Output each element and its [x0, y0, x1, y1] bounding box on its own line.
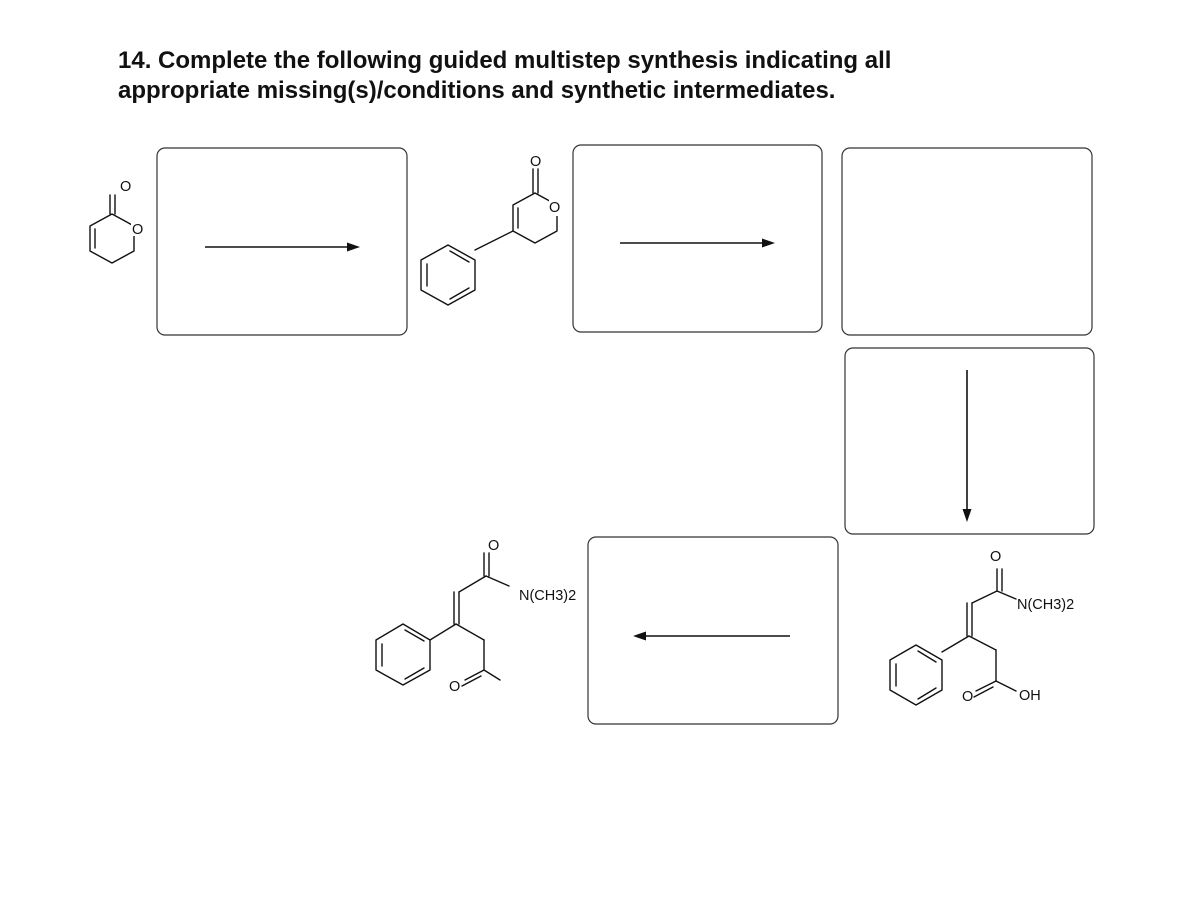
phenyl-lactone-ketone-oxygen-label: O: [530, 154, 542, 170]
starting-ring-oxygen-label: O: [120, 179, 132, 195]
ketone-oxygen-label: O: [449, 679, 461, 695]
dimethylamino-label: N(CH3)2: [1017, 597, 1075, 613]
keto-amide-amide-oxygen-label: O: [488, 538, 500, 554]
reaction-box-1[interactable]: [157, 148, 407, 335]
reaction-box-2[interactable]: [573, 145, 822, 332]
phenyl-lactone-ring-oxygen-label: O: [549, 200, 561, 216]
arrow-right-icon: [347, 243, 360, 252]
reaction-box-4[interactable]: [588, 537, 838, 724]
question-line-2: appropriate missing(s)/conditions and synthetic intermediates.: [118, 77, 836, 104]
hydroxyl-label: OH: [1019, 688, 1041, 704]
phenyl-lactone-structure: [421, 154, 565, 305]
carbonyl-oxygen-label: O: [962, 689, 974, 705]
starting-ketone-oxygen-label: O: [132, 222, 144, 238]
arrow-left-icon: [633, 632, 646, 641]
starting-lactone-structure: [90, 179, 146, 263]
question-line-1: 14. Complete the following guided multistep synthesis indicating all: [118, 47, 892, 74]
keto-amide-dimethylamino-label: N(CH3)2: [519, 588, 577, 604]
keto-amide-structure: [376, 538, 576, 695]
intermediate-answer-box[interactable]: [842, 148, 1092, 335]
acid-amide-structure: [890, 549, 1074, 705]
amide-oxygen-label: O: [990, 549, 1002, 565]
arrow-right-icon: [762, 239, 775, 248]
arrow-down-icon: [963, 509, 972, 522]
reaction-box-3[interactable]: [845, 348, 1094, 534]
